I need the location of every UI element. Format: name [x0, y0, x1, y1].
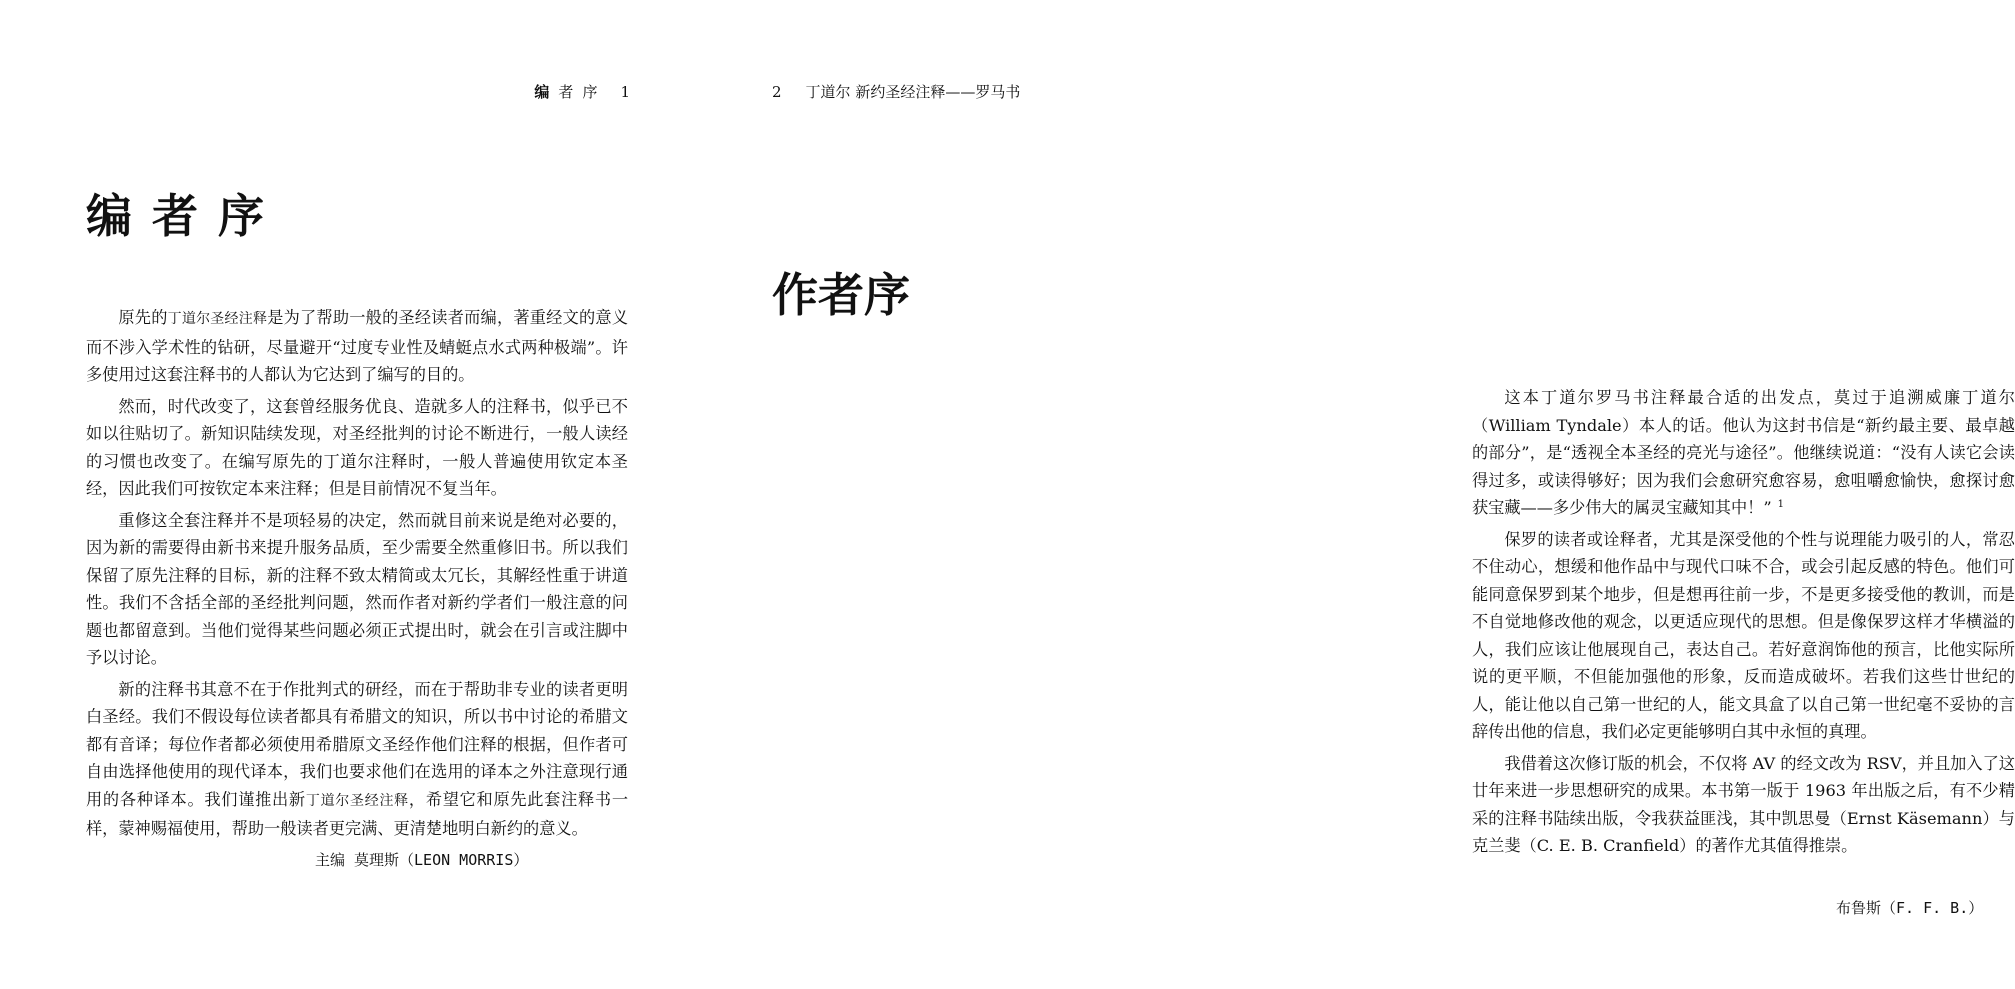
running-head-char: 编 — [534, 83, 550, 101]
paragraph-text: 是为了帮助一般的圣经读者而编，著重经文的意义而不涉入学术性的钻研，尽量避开“过度专业性及蜻蜓点水式两种极端”。许多使用过这套注释书的人都认为它达到了编写的目的。 — [86, 308, 629, 384]
paragraph-text: 保罗的读者或诠释者，尤其是深受他的个性与说理能力吸引的人，常忍不住动心，想缓和他作品中与现代口味不合，或会引起反感的特色。他们可能同意保罗到某个地步，但是想再往前一步，不是更多接受他的教训，而是不自觉地修改他的观念，以更适应现代的思想。但是像保罗这样才华横溢的人，我们应该让他展现自己，表达自己。若好意润饰他的预言，比他实际所说的更平顺，不但能加强他的形象，反而造成破坏。若我们这些廿世纪的人，能让他以自己第一世纪的人，能文具盒了以自己第一世纪毫不妥协的言辞传出他的信息，我们必定更能够明白其中永恒的真理。 — [1472, 529, 2015, 741]
series-title: 丁道尔圣经注释 — [305, 792, 409, 809]
signature: 布鲁斯（F. F. B.） — [1836, 899, 1984, 917]
page-number: 2 — [772, 83, 782, 101]
signature: 主编 莫理斯（LEON MORRIS） — [315, 851, 529, 869]
chapter-title: 编者序 — [86, 189, 284, 243]
running-head-char: 者 — [558, 83, 574, 101]
paragraph — [1472, 750, 2015, 860]
right-page — [700, 0, 2015, 989]
left-page — [0, 0, 700, 989]
paragraph — [86, 304, 628, 389]
page-number: 1 — [620, 83, 630, 101]
paragraph-text: 新的注释书其意不在于作批判式的研经，而在于帮助非专业的读者更明白圣经。我们不假设每位读者都具有希腊文的知识，所以书中讨论的希腊文都有音译；每位作者都必须使用希腊原文圣经作他们注释的根据，但作者可自由选择他使用的现代译本，我们也要求他们在选用的译本之外注意现行通用的各种译本。我们谨推出新 — [86, 679, 628, 809]
paragraph — [86, 676, 628, 843]
paragraph — [1472, 384, 2015, 522]
running-head-title — [534, 83, 606, 101]
paragraph — [86, 507, 628, 672]
body-text — [86, 304, 628, 843]
footnote-ref: 1 — [1777, 498, 1785, 510]
left-running-head — [534, 82, 630, 102]
body-text — [1472, 384, 2015, 860]
paragraph-text: ，希望它和原先此套注释书一样，蒙神赐福使用，帮助一般读者更完满、更清楚地明白新约的意义。 — [86, 789, 629, 838]
right-running-head — [772, 82, 1020, 102]
running-head-char: 序 — [582, 83, 598, 101]
paragraph-text: 重修这全套注释并不是项轻易的决定，然而就目前来说是绝对必要的，因为新的需要得由新书来提升服务品质，至少需要全然重修旧书。所以我们保留了原先注释的目标，新的注释不致太精简或太冗长，其解经性重于讲道性。我们不含括全部的圣经批判问题，然而作者对新约学者们一般注意的问题也都留意到。当他们觉得某些问题必须正式提出时，就会在引言或注脚中予以讨论。 — [86, 510, 628, 667]
paragraph — [1472, 526, 2015, 746]
paragraph-text: 我借着这次修订版的机会，不仅将 AV 的经文改为 RSV，并且加入了这廿年来进一步思想研究的成果。本书第一版于 1963 年出版之后，有不少精采的注释书陆续出版，令我获益匪浅，其中凯思曼（Ernst Käsemann）与克兰斐（C. E. B. Cranfield）的著作尤其值得推崇。 — [1472, 753, 2015, 855]
paragraph — [86, 393, 628, 503]
running-head-title: 丁道尔 新约圣经注释——罗马书 — [805, 83, 1021, 101]
chapter-title: 作者序 — [772, 268, 910, 322]
paragraph-text: 然而，时代改变了，这套曾经服务优良、造就多人的注释书，似乎已不如以往贴切了。新知识陆续发现，对圣经批判的讨论不断进行，一般人读经的习惯也改变了。在编写原先的丁道尔注释时，一般人普遍使用钦定本圣经，因此我们可按钦定本来注释；但是目前情况不复当年。 — [86, 396, 628, 498]
paragraph-text: 这本丁道尔罗马书注释最合适的出发点，莫过于追溯威廉丁道尔（William Tyndale）本人的话。他认为这封书信是“新约最主要、最卓越的部分”，是“透视全本圣经的亮光与途径”。他继续说道：“没有人读它会读得过多，或读得够好；因为我们会愈研究愈容易，愈咀嚼愈愉快，愈探讨愈获宝藏——多少伟大的属灵宝藏知其中！” — [1472, 388, 2015, 517]
series-title: 丁道尔圣经注释 — [167, 311, 268, 327]
paragraph-text: 原先的 — [118, 308, 168, 327]
